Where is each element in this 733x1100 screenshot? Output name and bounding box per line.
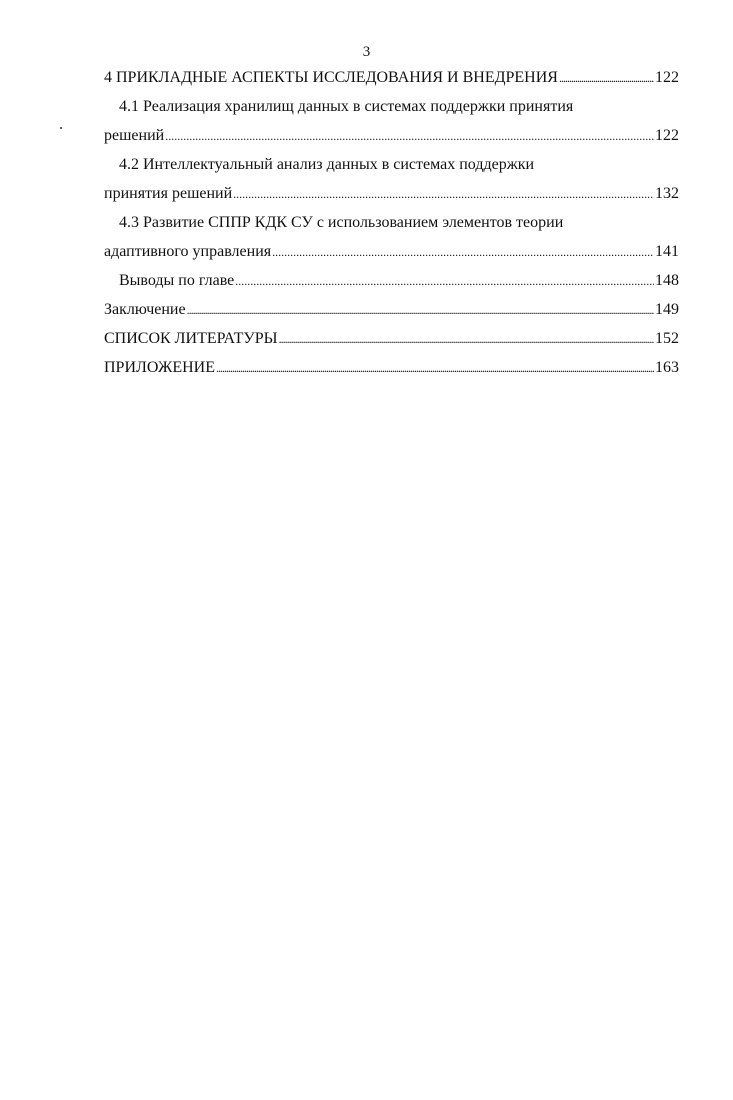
toc-entry-section42 [104,182,679,206]
toc-entry-section43-line1: 4.3 Развитие СППР КДК СУ с использованием элементов теории [119,214,564,231]
dot-leader [235,269,654,293]
toc-entry-page: 141 [655,243,679,260]
stray-mark [60,127,62,129]
page-number: 3 [362,44,371,60]
toc-entry-title: принятия решений [104,185,233,202]
dot-leader [279,327,654,351]
toc-entry-section41-line1: 4.1 Реализация хранилищ данных в системах поддержки принятия [119,98,574,115]
toc-entry-title: ПРИЛОЖЕНИЕ [104,359,216,376]
dot-leader [165,124,654,148]
toc-entry-conclusion [104,298,679,322]
toc-entry-page: 152 [655,330,679,347]
toc-entry-conclusions [119,269,679,293]
toc-entry-section42-line1: 4.2 Интеллектуальный анализ данных в системах поддержки [119,156,535,173]
toc-entry-title: 4 ПРИКЛАДНЫЕ АСПЕКТЫ ИССЛЕДОВАНИЯ И ВНЕДРЕНИЯ [104,69,558,86]
toc-entry-section43 [104,240,679,264]
toc-entry-appendix [104,356,679,380]
toc-entry-section41 [104,124,679,148]
toc-entry-page: 132 [655,185,679,202]
dot-leader [559,66,654,90]
toc-entry-title: Заключение [104,301,186,318]
dot-leader [233,182,654,206]
dot-leader [216,356,654,380]
toc-entry-title: решений [104,127,165,144]
toc-entry-chapter4 [104,66,679,90]
toc-entry-title: СПИСОК ЛИТЕРАТУРЫ [104,330,278,347]
toc-entry-title: Выводы по главе [119,272,235,289]
toc-entry-page: 149 [655,301,679,318]
toc-entry-page: 122 [655,69,679,86]
toc-entry-page: 122 [655,127,679,144]
dot-leader [272,240,654,264]
toc-entry-title: адаптивного управления [104,243,272,260]
dot-leader [187,298,654,322]
toc-entry-references [104,327,679,351]
toc-entry-page: 163 [655,359,679,376]
toc-entry-page: 148 [655,272,679,289]
